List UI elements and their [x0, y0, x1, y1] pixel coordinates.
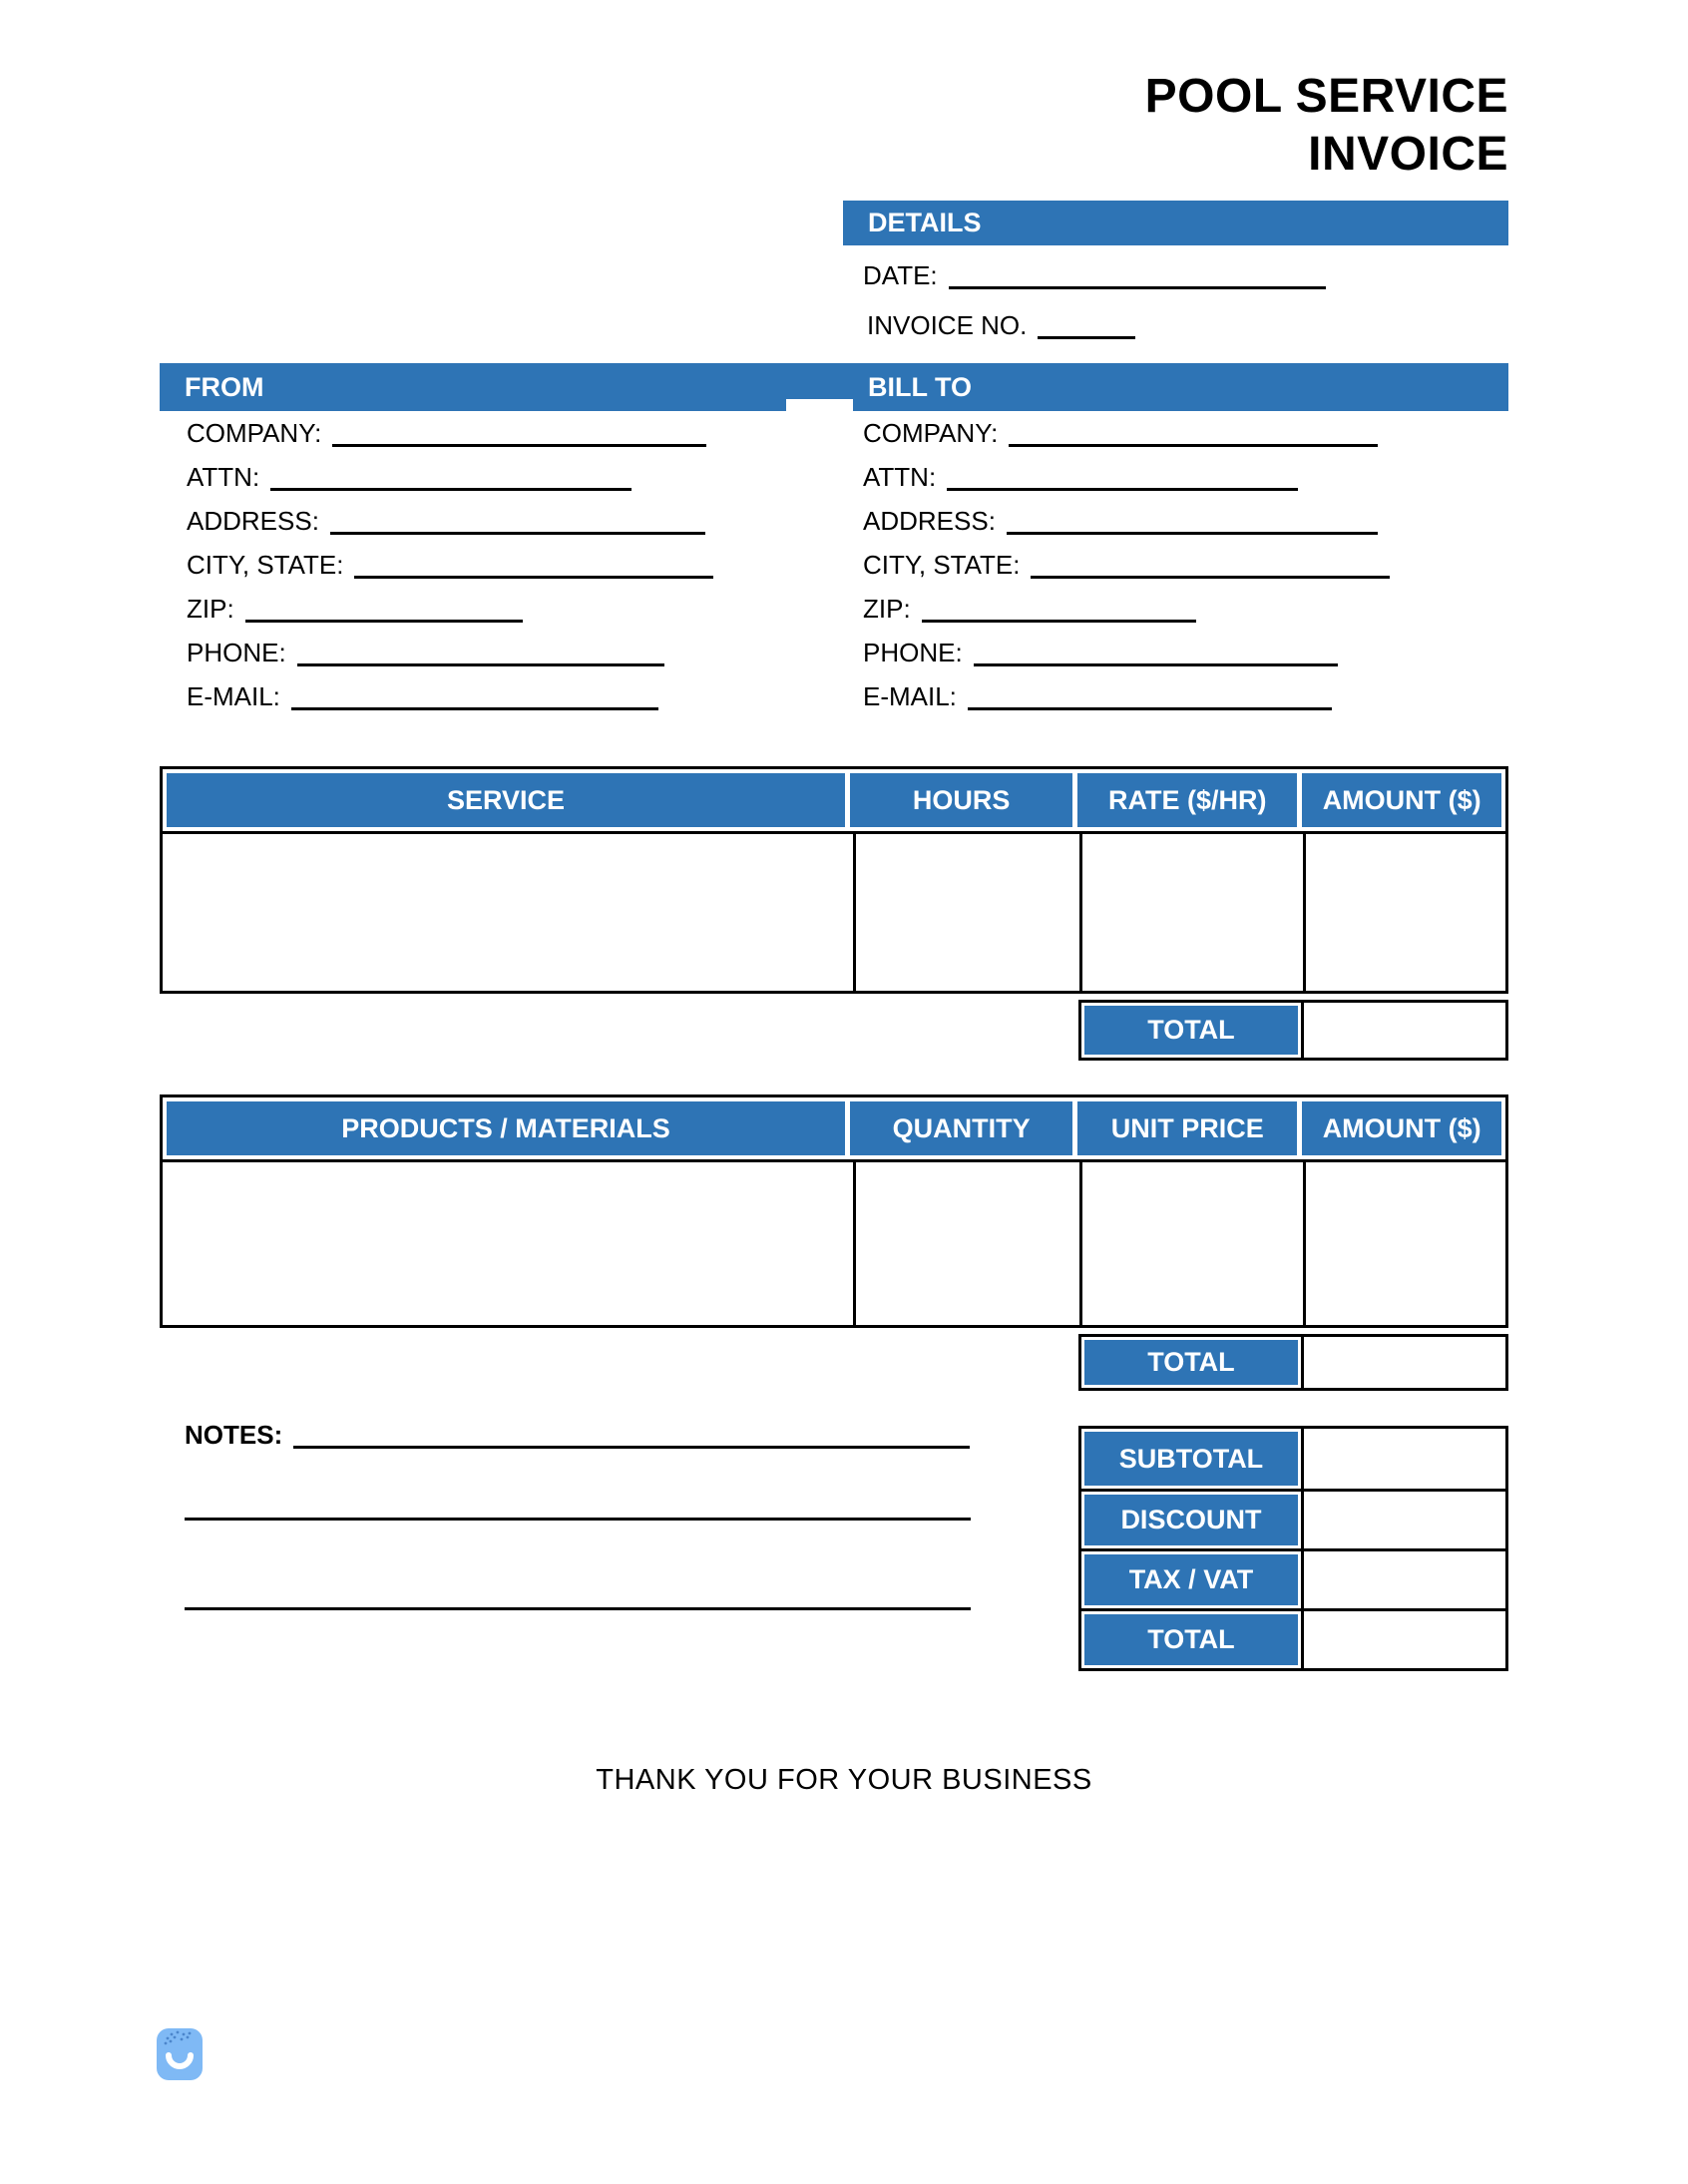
products-total-label: TOTAL — [1081, 1337, 1304, 1388]
company-label: COMPANY: — [863, 417, 999, 448]
billto-address-row — [863, 491, 1481, 535]
billto-phone-row — [863, 623, 1481, 666]
zip-input-line[interactable] — [245, 617, 523, 623]
amount-column-header: AMOUNT ($) — [1302, 1101, 1501, 1155]
page-title — [1145, 68, 1508, 184]
from-address-block — [187, 403, 805, 710]
amount-column-header: AMOUNT ($) — [1302, 773, 1501, 827]
grand-total-value-cell[interactable] — [1304, 1611, 1505, 1668]
date-label: DATE: — [863, 259, 938, 290]
invoice-no-input-line[interactable] — [1038, 333, 1135, 339]
from-city-state-row — [187, 535, 805, 579]
invoice-no-field-row — [867, 297, 1135, 339]
details-header-label: DETAILS — [868, 208, 982, 237]
service-total-row — [1078, 1000, 1508, 1061]
date-input-line[interactable] — [949, 283, 1326, 289]
service-cell[interactable] — [163, 834, 853, 991]
from-attn-row — [187, 447, 805, 491]
zip-label: ZIP: — [187, 593, 234, 624]
city-state-label: CITY, STATE: — [187, 549, 344, 580]
email-label: E-MAIL: — [863, 680, 957, 711]
title-line-1: POOL SERVICE — [1144, 70, 1508, 123]
discount-row — [1081, 1489, 1505, 1548]
zip-input-line[interactable] — [922, 617, 1196, 623]
attn-input-line[interactable] — [947, 485, 1298, 491]
products-total-value-cell[interactable] — [1304, 1337, 1505, 1388]
title-line-2: INVOICE — [1308, 128, 1508, 181]
grand-total-label: TOTAL — [1081, 1611, 1304, 1668]
zip-label: ZIP: — [863, 593, 911, 624]
email-input-line[interactable] — [291, 704, 658, 710]
phone-label: PHONE: — [863, 637, 963, 667]
address-input-line[interactable] — [1007, 529, 1378, 535]
subtotal-value-cell[interactable] — [1304, 1429, 1505, 1489]
invoice-no-label: INVOICE NO. — [867, 309, 1028, 340]
products-table-header-row — [163, 1097, 1505, 1159]
email-label: E-MAIL: — [187, 680, 280, 711]
bill-to-header-label: BILL TO — [868, 371, 973, 402]
from-zip-row — [187, 579, 805, 623]
service-total-label: TOTAL — [1081, 1003, 1304, 1058]
notes-input-line-2[interactable] — [185, 1518, 971, 1521]
city-state-input-line[interactable] — [354, 573, 713, 579]
smile-icon — [157, 2028, 203, 2080]
service-total-value-cell[interactable] — [1304, 1003, 1505, 1058]
from-header-label: FROM — [185, 371, 264, 402]
subtotal-row — [1081, 1429, 1505, 1489]
notes-input-line-3[interactable] — [185, 1607, 971, 1610]
notes-section — [185, 1405, 970, 1449]
email-input-line[interactable] — [968, 704, 1332, 710]
company-input-line[interactable] — [1009, 441, 1378, 447]
tax-vat-row — [1081, 1548, 1505, 1608]
bill-to-address-block — [863, 403, 1481, 710]
notes-label: NOTES: — [185, 1419, 283, 1450]
tax-vat-label: TAX / VAT — [1081, 1551, 1304, 1608]
hours-column-header: HOURS — [850, 773, 1072, 827]
grand-total-row — [1081, 1608, 1505, 1668]
products-table — [160, 1094, 1508, 1328]
amount-cell[interactable] — [1303, 834, 1505, 991]
service-table — [160, 766, 1508, 994]
city-state-input-line[interactable] — [1031, 573, 1390, 579]
from-address-row — [187, 491, 805, 535]
notes-input-line-1[interactable] — [293, 1443, 970, 1449]
products-cell[interactable] — [163, 1162, 853, 1325]
billto-email-row — [863, 666, 1481, 710]
address-label: ADDRESS: — [863, 505, 996, 536]
service-column-header: SERVICE — [167, 773, 845, 827]
from-phone-row — [187, 623, 805, 666]
billto-company-row — [863, 403, 1481, 447]
billto-zip-row — [863, 579, 1481, 623]
quantity-cell[interactable] — [853, 1162, 1079, 1325]
hours-cell[interactable] — [853, 834, 1079, 991]
tax-vat-value-cell[interactable] — [1304, 1551, 1505, 1608]
phone-input-line[interactable] — [974, 660, 1338, 666]
billto-attn-row — [863, 447, 1481, 491]
company-label: COMPANY: — [187, 417, 322, 448]
rate-cell[interactable] — [1079, 834, 1303, 991]
rate-column-header: RATE ($/HR) — [1077, 773, 1297, 827]
quantity-column-header: QUANTITY — [850, 1101, 1072, 1155]
products-table-body-row — [163, 1159, 1505, 1325]
phone-label: PHONE: — [187, 637, 286, 667]
discount-label: DISCOUNT — [1081, 1492, 1304, 1548]
address-label: ADDRESS: — [187, 505, 319, 536]
date-field-row — [863, 247, 1326, 289]
company-input-line[interactable] — [332, 441, 706, 447]
address-input-line[interactable] — [330, 529, 705, 535]
details-section-header — [843, 201, 1508, 245]
service-table-header-row — [163, 769, 1505, 831]
products-total-row — [1078, 1334, 1508, 1391]
billto-city-state-row — [863, 535, 1481, 579]
attn-label: ATTN: — [863, 461, 937, 492]
phone-input-line[interactable] — [297, 660, 664, 666]
attn-label: ATTN: — [187, 461, 260, 492]
service-table-body-row — [163, 831, 1505, 991]
summary-table — [1078, 1426, 1508, 1671]
thank-you-message: THANK YOU FOR YOUR BUSINESS — [596, 1764, 1092, 1796]
attn-input-line[interactable] — [270, 485, 632, 491]
from-email-row — [187, 666, 805, 710]
amount-cell[interactable] — [1303, 1162, 1505, 1325]
unit-price-cell[interactable] — [1079, 1162, 1303, 1325]
unit-price-column-header: UNIT PRICE — [1077, 1101, 1297, 1155]
from-company-row — [187, 403, 805, 447]
subtotal-label: SUBTOTAL — [1081, 1429, 1304, 1489]
discount-value-cell[interactable] — [1304, 1492, 1505, 1548]
city-state-label: CITY, STATE: — [863, 549, 1021, 580]
products-column-header: PRODUCTS / MATERIALS — [167, 1101, 845, 1155]
